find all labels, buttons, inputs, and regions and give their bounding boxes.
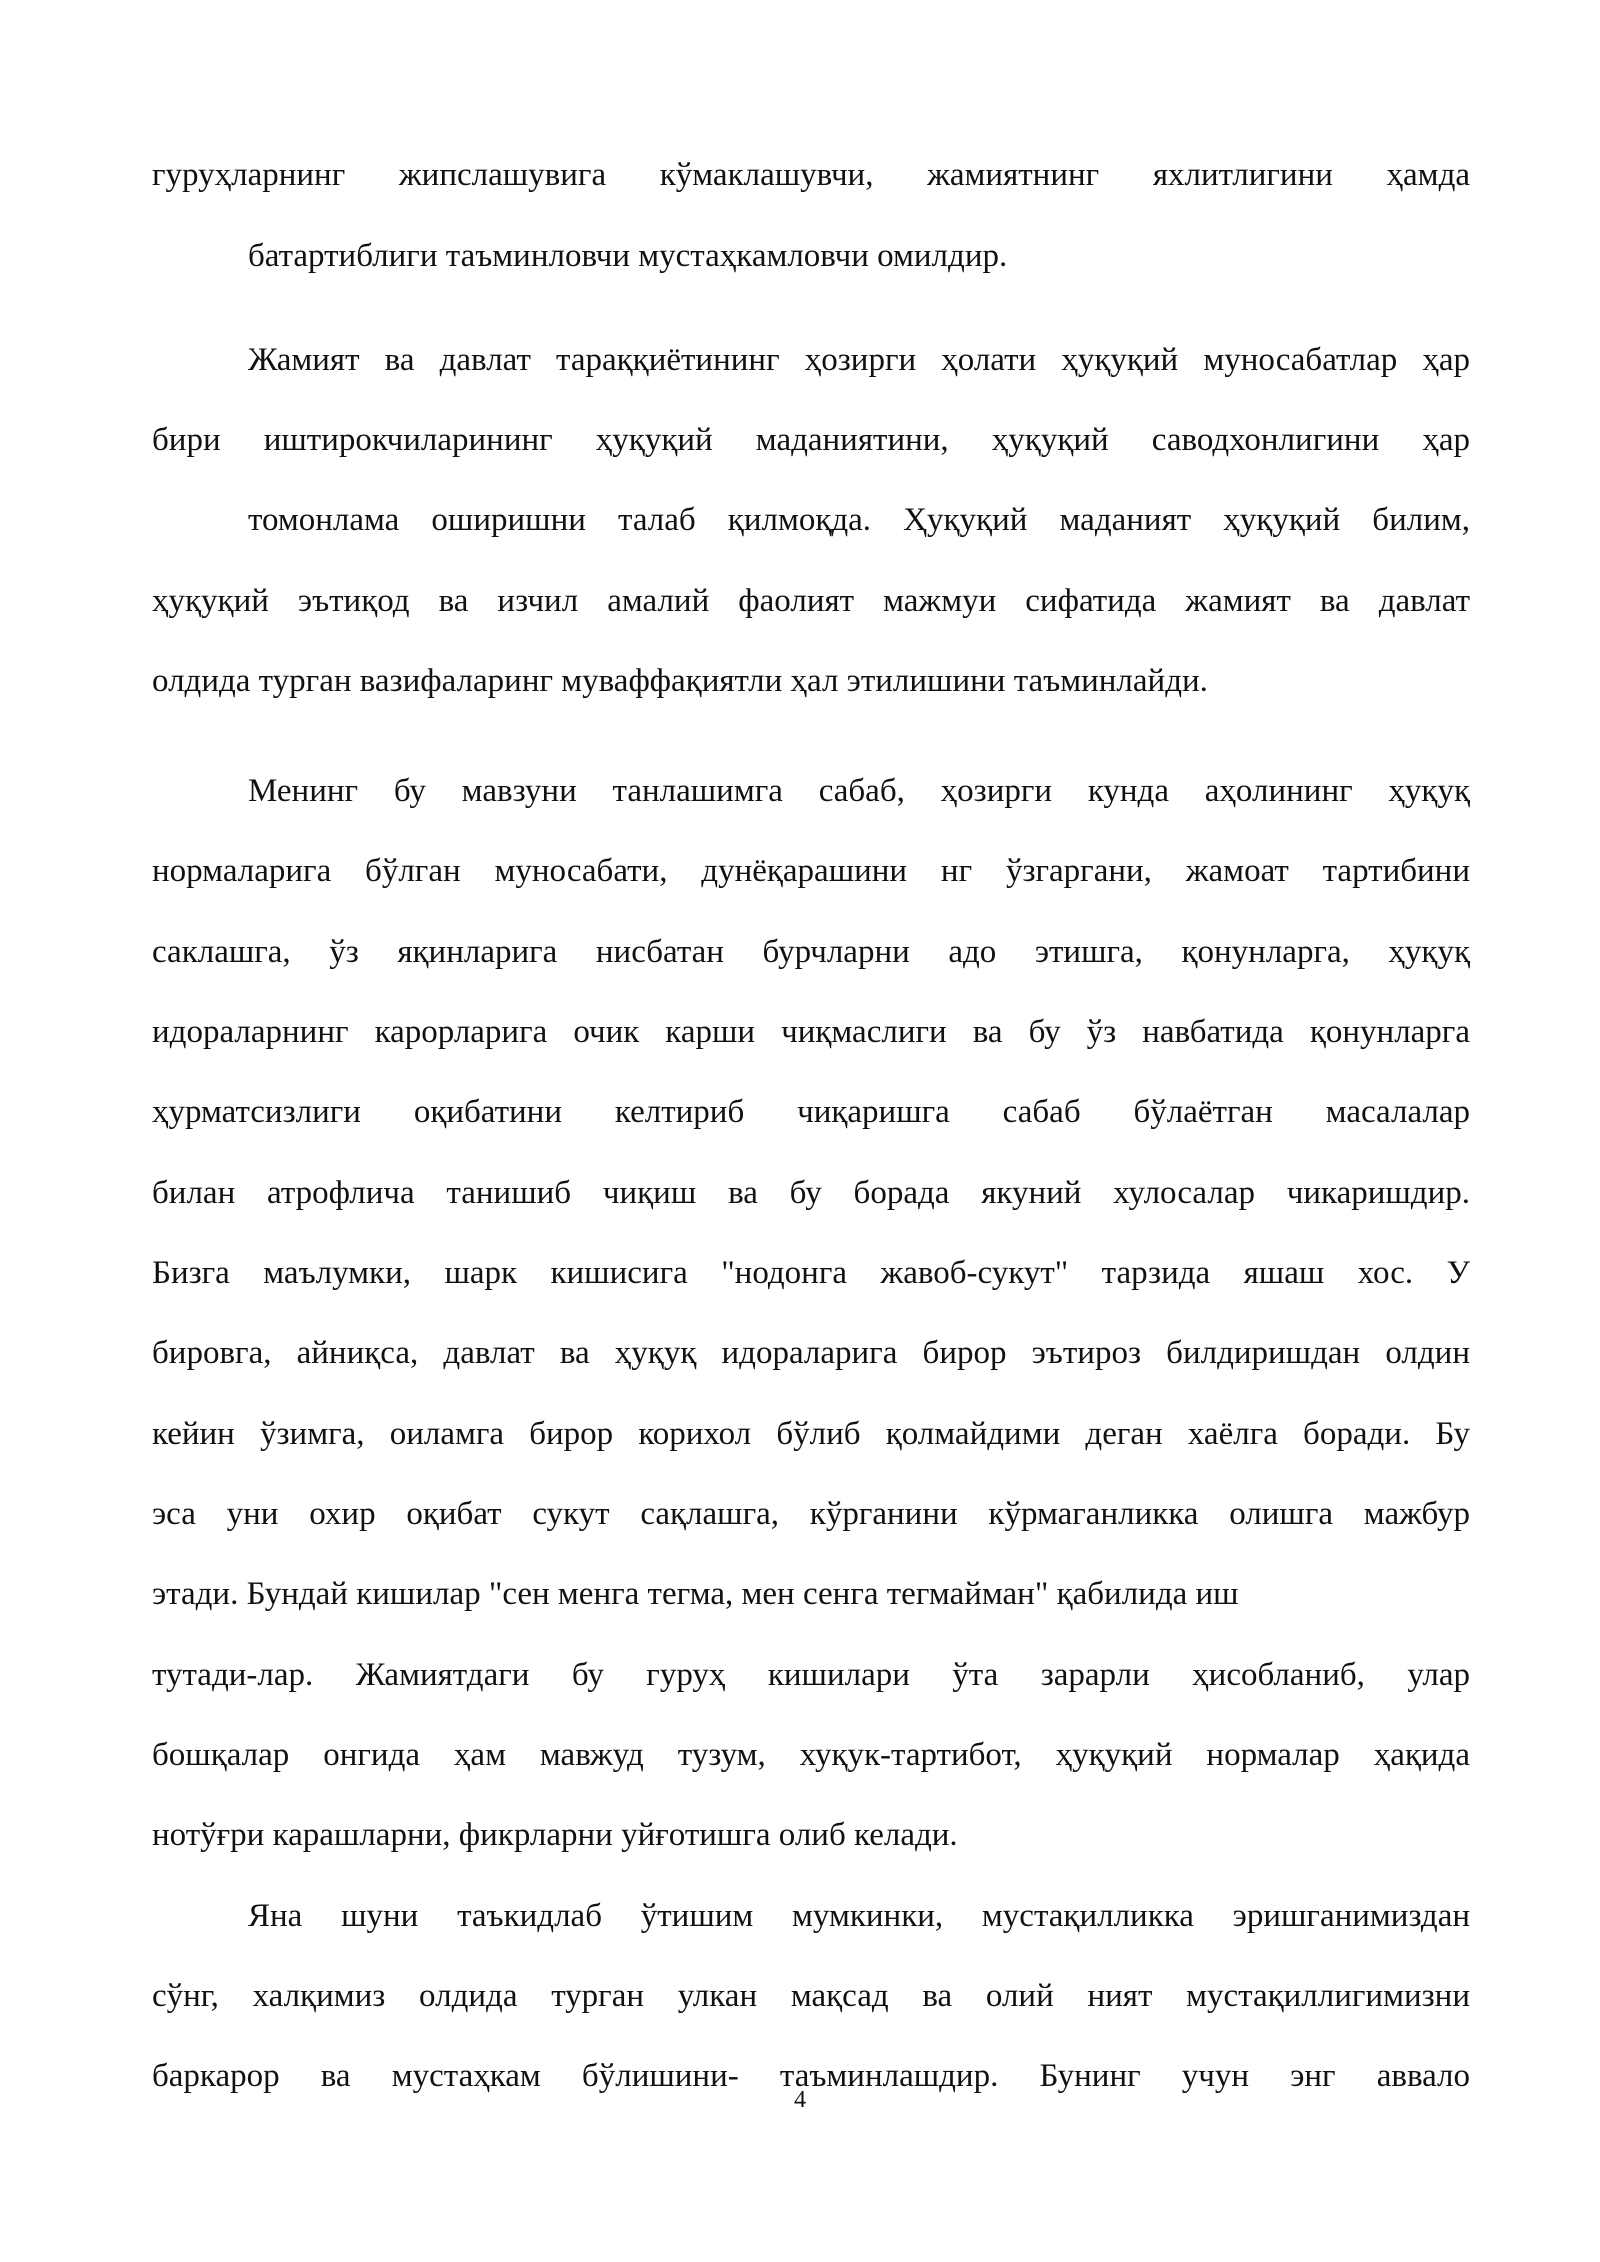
- text-line: саклашга, ўз яқинларига нисбатан бурчларни адо этишга, қонунларга, ҳуқуқ: [152, 934, 1470, 970]
- page-number: 4: [794, 2087, 806, 2113]
- text-line: кейин ўзимга, оиламга бирор корихол бўлиб қолмайдими деган хаёлга боради. Бу: [152, 1416, 1470, 1452]
- text-line: этади. Бундай кишилар "сен менга тегма, мен сенга тегмайман" қабилида иш: [152, 1576, 1239, 1612]
- text-line: гуруҳларнинг жипслашувига кўмаклашувчи, жамиятнинг яхлитлигини ҳамда: [152, 157, 1470, 193]
- text-line: сўнг, халқимиз олдида турган улкан мақсад ва олий ният мустақиллигимизни: [152, 1978, 1470, 2014]
- text-line: бировга, айниқса, давлат ва ҳуқуқ идораларига бирор эътироз билдиришдан олдин: [152, 1335, 1470, 1371]
- text-line: олдида турган вазифаларинг муваффақиятли ҳал этилишини таъминлайди.: [152, 663, 1208, 699]
- text-line: батартиблиги таъминловчи мустаҳкамловчи омилдир.: [248, 238, 1008, 274]
- text-line: ҳурматсизлиги оқибатини келтириб чиқаришга сабаб бўлаётган масалалар: [152, 1094, 1470, 1130]
- text-line: баркарор ва мустаҳкам бўлишини- таъминлашдир. Бунинг учун энг аввало: [152, 2058, 1470, 2094]
- text-line: нормаларига бўлган муносабати, дунёқарашини нг ўзгаргани, жамоат тартибини: [152, 853, 1470, 889]
- text-line: идораларнинг карорларига очик карши чиқмаслиги ва бу ўз навбатида қонунларга: [152, 1014, 1470, 1050]
- text-line: Бизга маълумки, шарк кишисига "нодонга жавоб-сукут" тарзида яшаш хос. У: [152, 1255, 1470, 1291]
- text-line: Менинг бу мавзуни танлашимга сабаб, ҳозирги кунда аҳолининг ҳуқуқ: [248, 773, 1470, 809]
- text-line: бири иштирокчиларининг ҳуқуқий маданиятини, ҳуқуқий саводхонлигини ҳар: [152, 422, 1470, 458]
- text-line: эса уни охир оқибат сукут сақлашга, кўрганини кўрмаганликка олишга мажбур: [152, 1496, 1470, 1532]
- text-line: билан атрофлича танишиб чиқиш ва бу борада якуний хулосалар чикаришдир.: [152, 1175, 1470, 1211]
- text-line: бошқалар онгида ҳам мавжуд тузум, хуқук-тартибот, ҳуқуқий нормалар ҳақида: [152, 1737, 1470, 1773]
- text-line: томонлама оширишни талаб қилмоқда. Ҳуқуқий маданият ҳуқуқий билим,: [248, 502, 1470, 538]
- text-line: Яна шуни таъкидлаб ўтишим мумкинки, мустақилликка эришганимиздан: [248, 1898, 1470, 1934]
- text-line: Жамият ва давлат тараққиётининг ҳозирги ҳолати ҳуқуқий муносабатлар ҳар: [248, 342, 1470, 378]
- text-line: тутади-лар. Жамиятдаги бу гуруҳ кишилари ўта зарарли ҳисобланиб, улар: [152, 1657, 1470, 1693]
- text-line: нотўғри карашларни, фикрларни уйғотишга олиб келади.: [152, 1817, 958, 1853]
- text-line: ҳуқуқий эътиқод ва изчил амалий фаолият мажмуи сифатида жамият ва давлат: [152, 583, 1470, 619]
